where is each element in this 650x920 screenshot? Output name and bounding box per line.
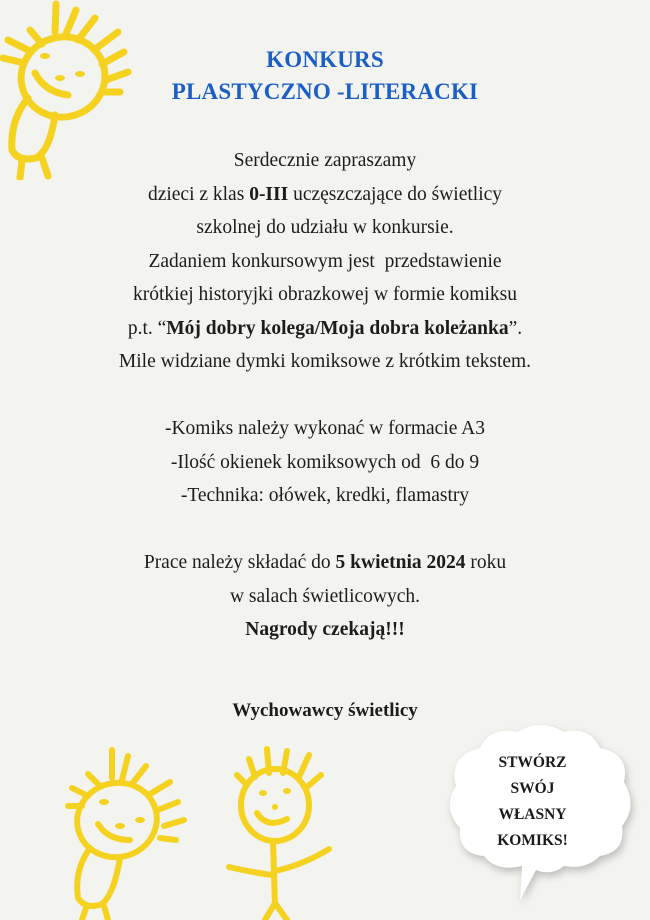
speech-bubble-text	[440, 750, 625, 854]
intro-line-6-pre: p.t. “	[127, 317, 167, 339]
prizes-text: Nagrody czekają!!!	[245, 619, 405, 640]
rule-item: -Ilość okienek komiksowych od 6 do 9	[170, 451, 480, 473]
intro-line-2	[0, 178, 650, 212]
title-line-1: KONKURS	[266, 47, 384, 72]
title-line-2: PLASTYCZNO -LITERACKI	[171, 79, 479, 104]
rule-item: -Komiks należy wykonać w formacie A3	[164, 418, 486, 439]
deadline-line-1	[0, 546, 650, 580]
stick-figure-waving-icon	[60, 740, 190, 920]
invitation-text	[0, 144, 650, 647]
prizes-line	[0, 613, 650, 647]
bubble-line: WŁASNY	[498, 806, 567, 823]
intro-line-2-post: uczęszczające do świetlicy	[288, 183, 503, 205]
intro-line-3: szkolnej do udziału w konkursie.	[196, 217, 454, 238]
signature: Wychowawcy świetlicy	[232, 700, 418, 721]
speech-bubble	[440, 720, 640, 910]
intro-line-2-pre: dzieci z klas	[147, 183, 250, 205]
stick-figure-arms-out-icon	[225, 745, 335, 920]
stick-figure-waving-icon	[0, 0, 140, 180]
spacer	[0, 513, 650, 547]
intro-line-5: krótkiej historyjki obrazkowej w formie komiksu	[133, 284, 517, 305]
intro-line-4: Zadaniem konkursowym jest przedstawienie	[148, 250, 502, 272]
bubble-line: STWÓRZ	[498, 754, 567, 771]
deadline-post: roku	[465, 552, 507, 573]
deadline-pre: Prace należy składać do	[143, 552, 336, 573]
intro-line-6-post: ”.	[508, 317, 523, 339]
bubble-line: KOMIKS!	[497, 832, 568, 849]
bubble-line: SWÓJ	[510, 780, 555, 797]
spacer	[0, 379, 650, 413]
intro-line-7: Mile widziane dymki komiksowe z krótkim tekstem.	[118, 351, 532, 372]
intro-line-6	[0, 312, 650, 346]
deadline-line-2: w salach świetlicowych.	[229, 585, 421, 607]
comic-theme: Mój dobry kolega/Moja dobra koleżanka	[166, 317, 509, 339]
rule-item: -Technika: ołówek, kredki, flamastry	[180, 485, 470, 506]
class-range: 0-III	[249, 183, 289, 205]
deadline-date: 5 kwietnia 2024	[335, 552, 466, 573]
intro-line-1: Serdecznie zapraszamy	[233, 150, 417, 171]
